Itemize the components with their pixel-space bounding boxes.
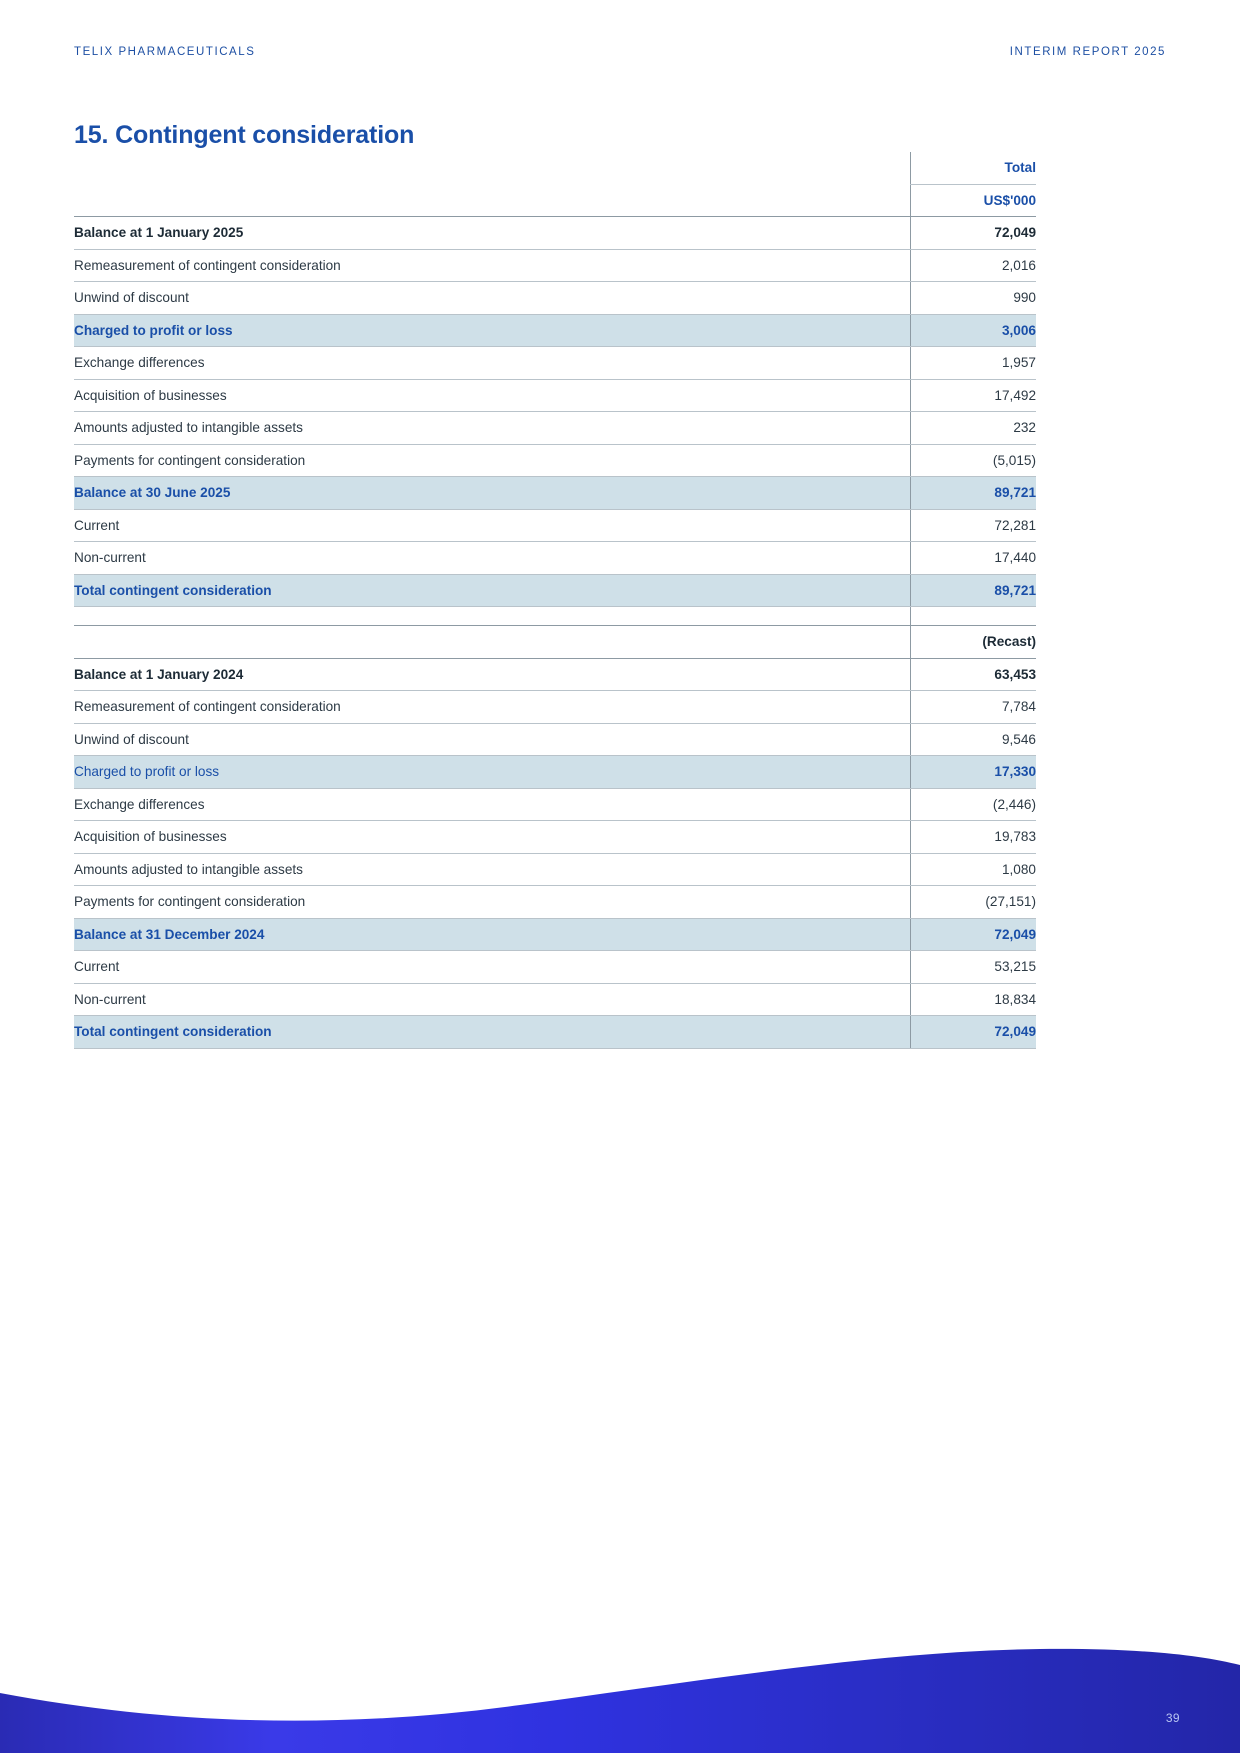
row-value: 18,834 <box>910 983 1036 1016</box>
table-row <box>74 1016 1036 1049</box>
row-value: 63,453 <box>910 658 1036 691</box>
row-label: Balance at 1 January 2024 <box>74 658 910 691</box>
table-gap-spacer <box>74 607 1036 626</box>
row-label: Payments for contingent consideration <box>74 886 910 919</box>
table-row <box>74 886 1036 919</box>
table-row <box>74 412 1036 445</box>
page-title: 15. Contingent consideration <box>74 120 415 149</box>
row-value: 17,492 <box>910 379 1036 412</box>
financial-table <box>74 152 1036 1049</box>
header-row-total <box>74 152 1036 184</box>
row-value: (5,015) <box>910 444 1036 477</box>
row-value: 17,330 <box>910 756 1036 789</box>
row-label: Amounts adjusted to intangible assets <box>74 853 910 886</box>
footer-wave-decoration <box>0 1573 1240 1753</box>
row-label: Balance at 31 December 2024 <box>74 918 910 951</box>
header-recast-label: (Recast) <box>910 626 1036 659</box>
table-row <box>74 853 1036 886</box>
row-label: Acquisition of businesses <box>74 379 910 412</box>
row-label: Charged to profit or loss <box>74 756 910 789</box>
row-label: Remeasurement of contingent consideration <box>74 691 910 724</box>
table-row <box>74 444 1036 477</box>
table-row <box>74 379 1036 412</box>
table-row <box>74 951 1036 984</box>
row-value: 72,049 <box>910 1016 1036 1049</box>
table-row <box>74 314 1036 347</box>
spacer-cell <box>74 607 910 626</box>
row-label: Exchange differences <box>74 788 910 821</box>
row-value: 7,784 <box>910 691 1036 724</box>
table-row <box>74 918 1036 951</box>
header-row-recast <box>74 626 1036 659</box>
wave-graphic <box>0 1573 1240 1753</box>
row-label: Exchange differences <box>74 347 910 380</box>
header-spacer-cell <box>74 626 910 659</box>
table-row <box>74 821 1036 854</box>
header-total-label: Total <box>910 152 1036 184</box>
table-row <box>74 723 1036 756</box>
table-row <box>74 509 1036 542</box>
table-row <box>74 983 1036 1016</box>
table-row <box>74 574 1036 607</box>
row-label: Remeasurement of contingent consideration <box>74 249 910 282</box>
row-value: 53,215 <box>910 951 1036 984</box>
row-label: Total contingent consideration <box>74 574 910 607</box>
row-label: Non-current <box>74 542 910 575</box>
row-value: 72,049 <box>910 217 1036 250</box>
row-label: Total contingent consideration <box>74 1016 910 1049</box>
row-label: Current <box>74 509 910 542</box>
running-head <box>74 46 1166 58</box>
row-label: Balance at 30 June 2025 <box>74 477 910 510</box>
row-label: Balance at 1 January 2025 <box>74 217 910 250</box>
row-label: Payments for contingent consideration <box>74 444 910 477</box>
row-label: Unwind of discount <box>74 723 910 756</box>
table-row <box>74 477 1036 510</box>
row-value: 1,080 <box>910 853 1036 886</box>
table-row <box>74 217 1036 250</box>
row-value: 17,440 <box>910 542 1036 575</box>
row-value: 72,049 <box>910 918 1036 951</box>
row-label: Amounts adjusted to intangible assets <box>74 412 910 445</box>
running-head-right: INTERIM REPORT 2025 <box>1009 46 1166 58</box>
row-value: 72,281 <box>910 509 1036 542</box>
table-row <box>74 249 1036 282</box>
row-label: Charged to profit or loss <box>74 314 910 347</box>
row-value: 9,546 <box>910 723 1036 756</box>
header-spacer-cell <box>74 152 910 184</box>
row-label: Current <box>74 951 910 984</box>
spacer-cell <box>910 607 1036 626</box>
row-value: 2,016 <box>910 249 1036 282</box>
row-value: 990 <box>910 282 1036 315</box>
row-value: (2,446) <box>910 788 1036 821</box>
table-body <box>74 152 1036 1048</box>
table-row <box>74 788 1036 821</box>
row-value: 3,006 <box>910 314 1036 347</box>
row-label: Unwind of discount <box>74 282 910 315</box>
header-unit-label: US$'000 <box>910 184 1036 217</box>
row-value: 89,721 <box>910 574 1036 607</box>
table-row <box>74 658 1036 691</box>
row-value: (27,151) <box>910 886 1036 919</box>
page-number: 39 <box>1165 1711 1180 1725</box>
row-label: Acquisition of businesses <box>74 821 910 854</box>
header-spacer-cell <box>74 184 910 217</box>
row-value: 232 <box>910 412 1036 445</box>
table-row <box>74 542 1036 575</box>
table-row <box>74 282 1036 315</box>
table-row <box>74 756 1036 789</box>
table-row <box>74 347 1036 380</box>
running-head-left: TELIX PHARMACEUTICALS <box>74 46 256 58</box>
row-value: 89,721 <box>910 477 1036 510</box>
row-value: 1,957 <box>910 347 1036 380</box>
row-label: Non-current <box>74 983 910 1016</box>
contingent-consideration-tables <box>74 152 1036 1049</box>
header-row-unit <box>74 184 1036 217</box>
table-row <box>74 691 1036 724</box>
row-value: 19,783 <box>910 821 1036 854</box>
